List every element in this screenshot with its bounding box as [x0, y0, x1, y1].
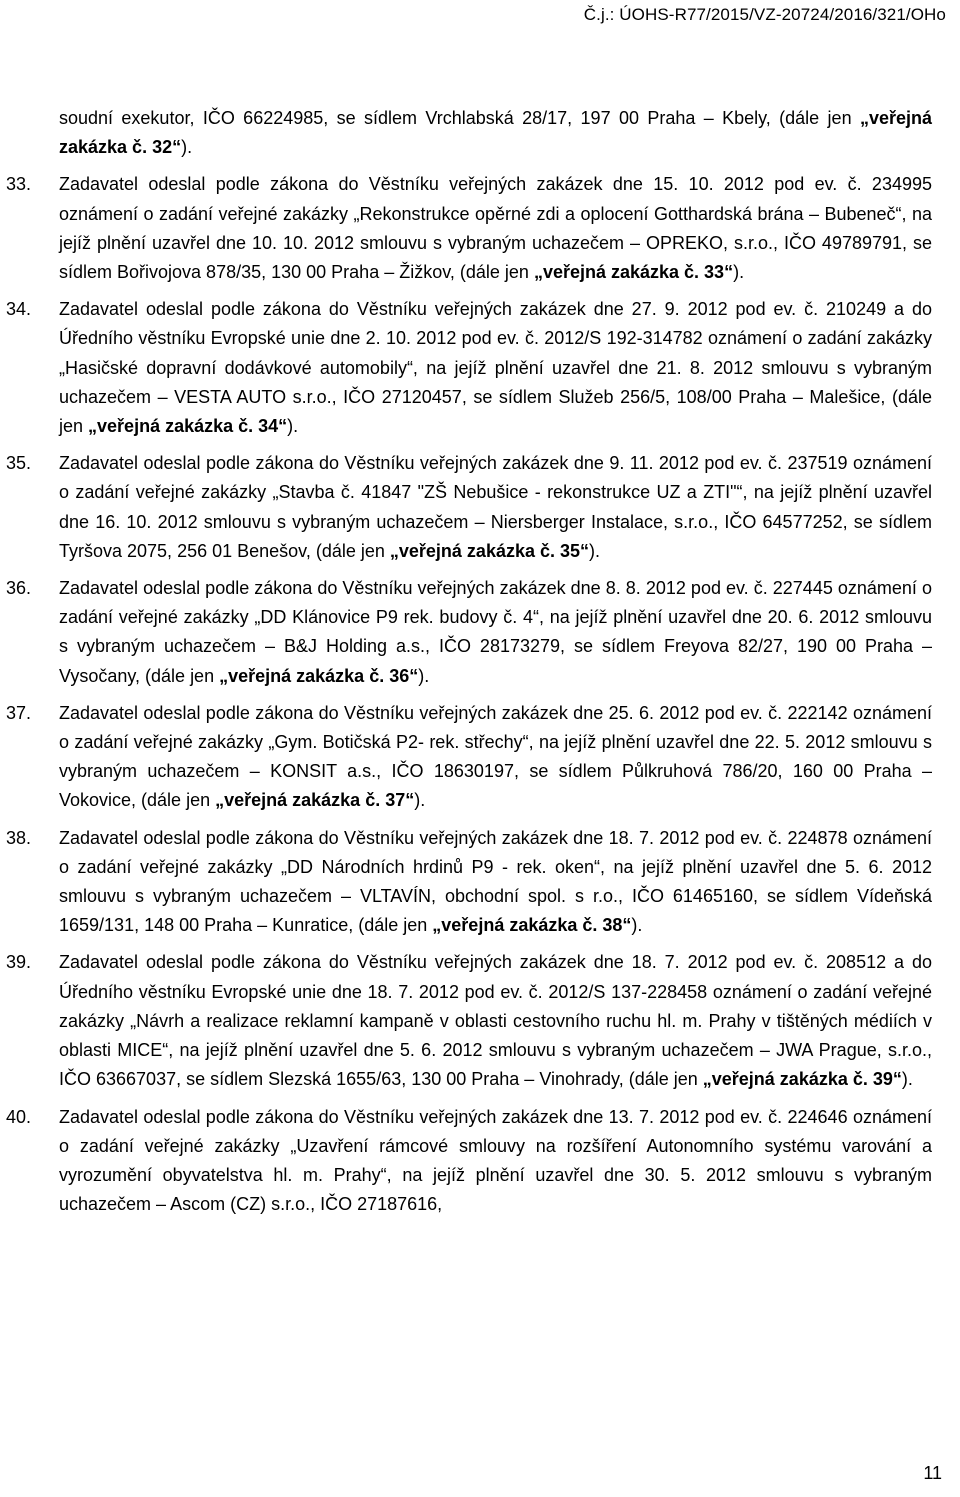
list-item — [0, 1103, 960, 1220]
intro-paragraph — [0, 104, 960, 162]
list-item — [0, 824, 960, 941]
item-text: Zadavatel odeslal podle zákona do Věstníku veřejných zakázek dne 18. 7. 2012 pod ev. č. 208512 a do Úředního věstníku Evropské unie dne 18. 7. 2012 pod ev. č. 2012/S 137-228458 oznámení o zadání veřejné zakázky „Návrh a realizace reklamní kampaně v oblasti cestovního ruchu hl. m. Prahy v tištěných médiích v oblasti MICE“, na jejíž plnění uzavřel dne 5. 6. 2012 smlouvu s vybraným uchazečem – JWA Prague, s.r.o., IČO 63667037, se sídlem Slezská 1655/63, 130 00 Praha – Vinohrady, (dále jen — [59, 952, 932, 1090]
list-item — [0, 699, 960, 816]
item-number: 38. — [6, 827, 32, 848]
item-tail: ). — [287, 416, 299, 437]
bold-reference: „veřejná zakázka č. 37“ — [215, 790, 415, 811]
item-text: Zadavatel odeslal podle zákona do Věstníku veřejných zakázek dne 13. 7. 2012 pod ev. č. 224646 oznámení o zadání veřejné zakázky „Uzavření rámcové smlouvy na rozšíření Autonomního systému varování a vyrozumění obyvatelstva hl. m. Prahy“, na jejíž plnění uzavřel dne 30. 5. 2012 smlouvu s vybraným uchazečem – Ascom (CZ) s.r.o., IČO 27187616, — [59, 1106, 932, 1215]
item-number: 34. — [6, 299, 32, 320]
page-number: 11 — [923, 1463, 942, 1483]
list-item — [0, 170, 960, 287]
bold-reference: „veřejná zakázka č. 39“ — [702, 1069, 902, 1090]
item-text: Zadavatel odeslal podle zákona do Věstníku veřejných zakázek dne 15. 10. 2012 pod ev. č. 234995 oznámení o zadání veřejné zakázky „Rekonstrukce opěrné zdi a oplocení Gotthardská brána – Bubeneč“, na jejíž plnění uzavřel dne 10. 10. 2012 smlouvu s vybraným uchazečem – OPREKO, s.r.o., IČO 49789791, se sídlem Bořivojova 878/35, 130 00 Praha – Žižkov, (dále jen — [59, 174, 932, 283]
item-tail: ). — [631, 915, 643, 936]
item-tail: ). — [901, 1069, 913, 1090]
bold-reference: „veřejná zakázka č. 35“ — [389, 540, 590, 561]
paragraph-tail: ). — [181, 137, 193, 158]
list-item — [0, 574, 960, 691]
bold-reference: „veřejná zakázka č. 33“ — [533, 262, 734, 283]
item-text: Zadavatel odeslal podle zákona do Věstníku veřejných zakázek dne 18. 7. 2012 pod ev. č. 224878 oznámení o zadání veřejné zakázky „DD Národních hrdinů P9 - rek. oken“, na jejíž plnění uzavřel dne 5. 6. 2012 smlouvu s vybraným uchazečem – VLTAVÍN, obchodní spol. s r.o., IČO 61465160, se sídlem Vídeňská 1659/131, 148 00 Praha – Kunratice, (dále jen — [59, 827, 932, 936]
item-tail: ). — [418, 665, 430, 686]
bold-reference: „veřejná zakázka č. 32“ — [59, 108, 932, 158]
bold-reference: „veřejná zakázka č. 34“ — [88, 416, 288, 437]
item-text: Zadavatel odeslal podle zákona do Věstníku veřejných zakázek dne 8. 8. 2012 pod ev. č. 227445 oznámení o zadání veřejné zakázky „DD Klánovice P9 rek. budovy č. 4“, na jejíž plnění uzavřel dne 20. 6. 2012 smlouvu s vybraným uchazečem – B&J Holding a.s., IČO 28173279, se sídlem Freyova 82/27, 190 00 Praha – Vysočany, (dále jen — [59, 578, 932, 686]
item-number: 39. — [6, 952, 32, 973]
item-number: 36. — [6, 578, 32, 599]
paragraph-text: soudní exekutor, IČO 66224985, se sídlem Vrchlabská 28/17, 197 00 Praha – Kbely, (dále jen — [59, 108, 860, 128]
bold-reference: „veřejná zakázka č. 36“ — [219, 665, 419, 686]
item-number: 33. — [6, 174, 32, 195]
document-reference: Č.j.: ÚOHS-R77/2015/VZ-20724/2016/321/OHo — [583, 5, 946, 24]
item-tail: ). — [414, 790, 426, 811]
item-tail: ). — [733, 262, 745, 283]
bold-reference: „veřejná zakázka č. 38“ — [432, 915, 632, 936]
item-text: Zadavatel odeslal podle zákona do Věstníku veřejných zakázek dne 25. 6. 2012 pod ev. č. 222142 oznámení o zadání veřejné zakázky „Gym. Botičská P2- rek. střechy“, na jejíž plnění uzavřel dne 22. 5. 2012 smlouvu s vybraným uchazečem – KONSIT a.s., IČO 18630197, se sídlem Půlkruhová 786/20, 160 00 Praha – Vokovice, (dále jen — [59, 702, 932, 811]
list-item — [0, 948, 960, 1094]
document-body — [0, 104, 960, 1227]
list-item — [0, 449, 960, 566]
item-tail: ). — [589, 540, 601, 561]
item-text: Zadavatel odeslal podle zákona do Věstníku veřejných zakázek dne 27. 9. 2012 pod ev. č. 210249 a do Úředního věstníku Evropské unie dne 2. 10. 2012 pod ev. č. 2012/S 192-314782 oznámení o zadání zakázky „Hasičské dopravní dodávkové automobily“, na jejíž plnění uzavřel dne 21. 8. 2012 smlouvu s vybraným uchazečem – VESTA AUTO s.r.o., IČO 27120457, se sídlem Služeb 256/5, 108/00 Praha – Malešice, (dále jen — [59, 299, 932, 437]
item-text: Zadavatel odeslal podle zákona do Věstníku veřejných zakázek dne 9. 11. 2012 pod ev. č. 237519 oznámení o zadání veřejné zakázky „Stavba č. 41847 "ZŠ Nebušice - rekonstrukce UZ a ZTI"“, na jejíž plnění uzavřel dne 16. 10. 2012 smlouvu s vybraným uchazečem – Niersberger Instalace, s.r.o., IČO 64577252, se sídlem Tyršova 2075, 256 01 Benešov, (dále jen — [59, 453, 932, 561]
item-number: 35. — [6, 453, 32, 474]
list-item — [0, 295, 960, 441]
item-number: 37. — [6, 702, 32, 723]
item-number: 40. — [6, 1106, 32, 1127]
